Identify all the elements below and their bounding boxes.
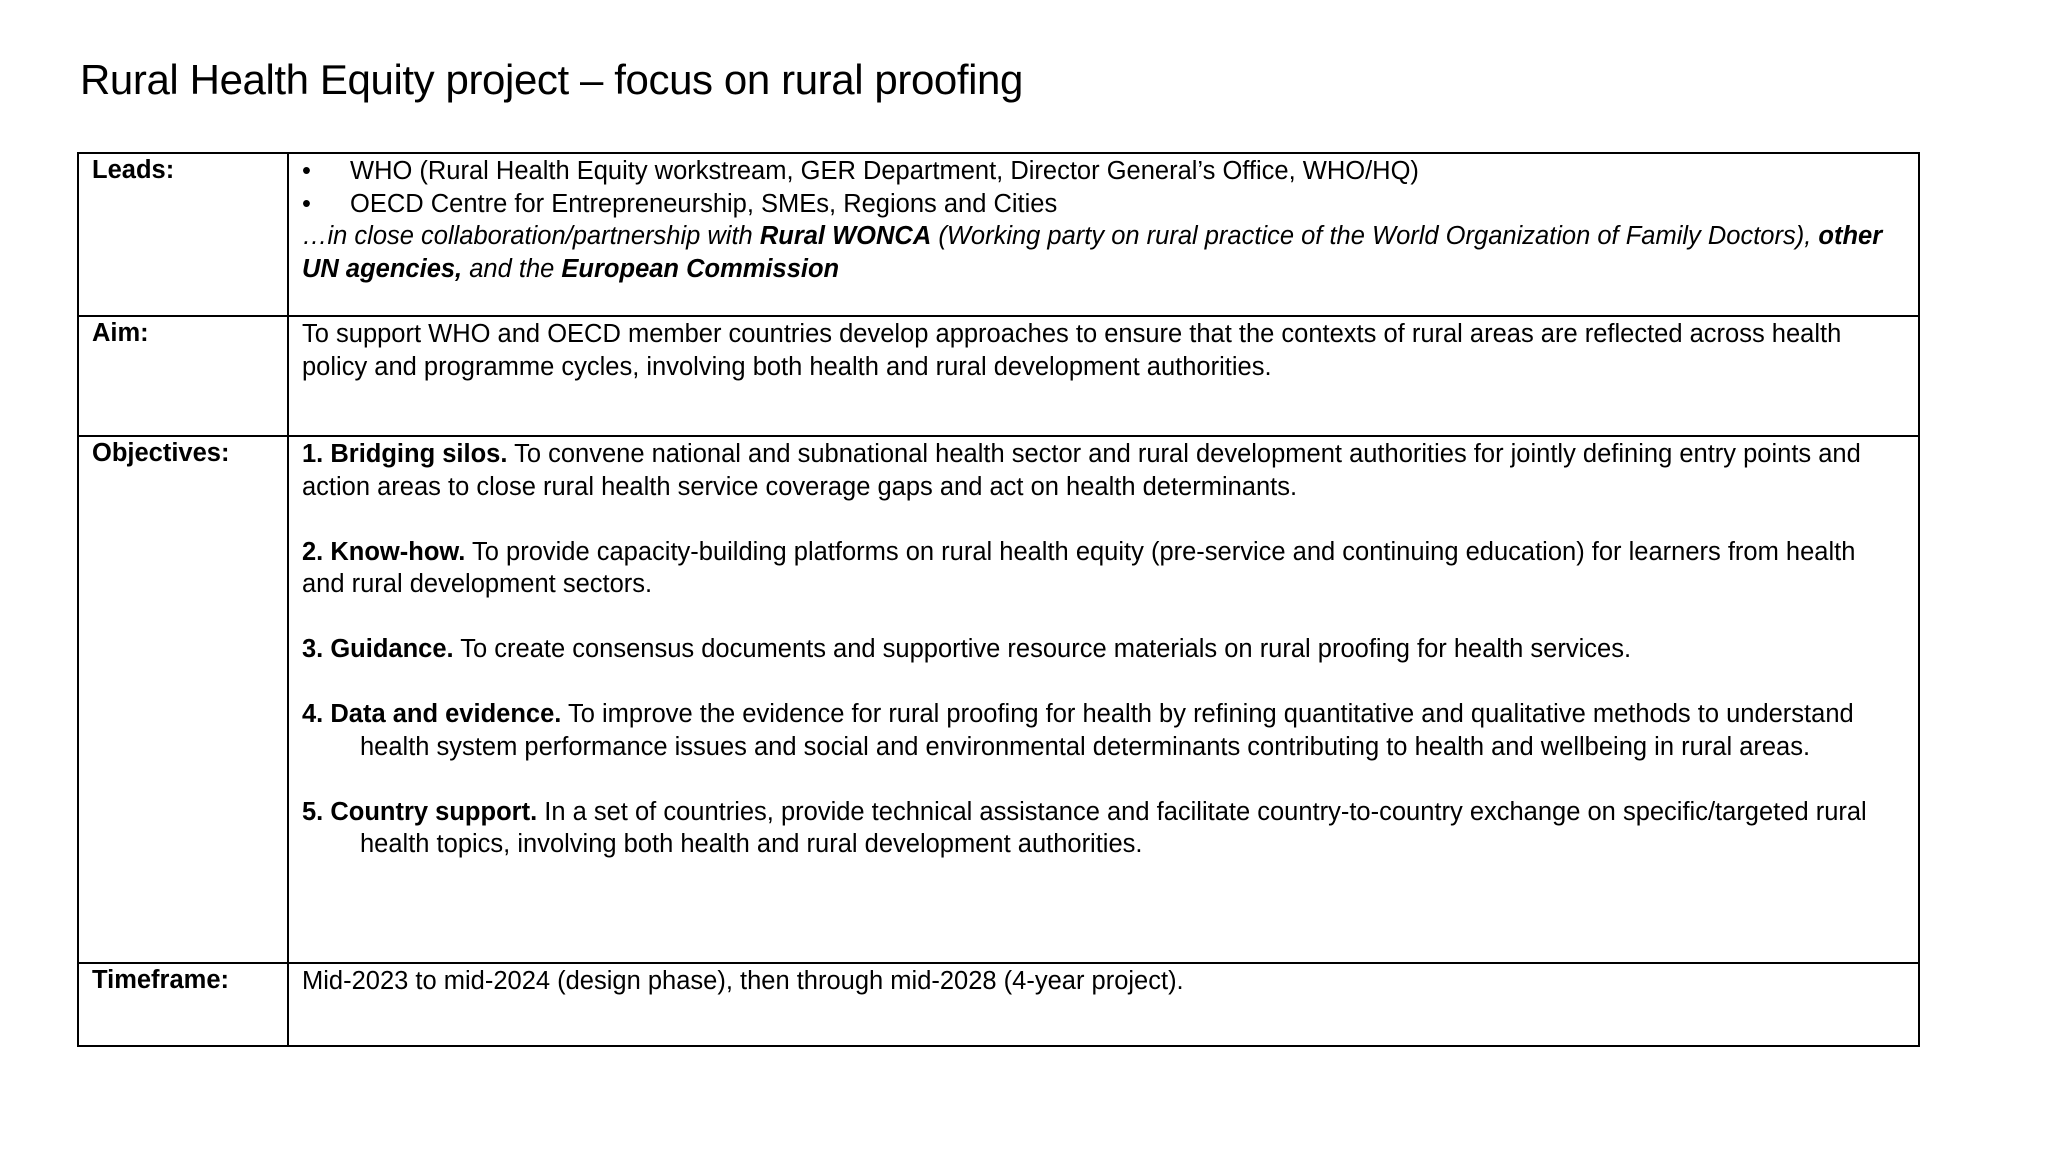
objective-heading: 2. Know-how. <box>302 537 466 566</box>
lead-oecd: OECD Centre for Entrepreneurship, SMEs, Regions and Cities <box>350 189 1058 218</box>
timeframe-content <box>288 963 1919 1046</box>
objectives-content <box>288 436 1919 963</box>
collab-partner-wonca: Rural WONCA <box>759 222 932 250</box>
objective-heading: 5. Country support. <box>302 797 538 826</box>
list-item <box>302 155 1905 188</box>
objective-text: To improve the evidence for rural proofing for health by refining quantitative and qualitative methods to understand health system performance issues and social and environmental determinants contributing to health and wellbeing in rural areas. <box>360 700 1854 761</box>
table-row-timeframe <box>78 963 1919 1046</box>
collab-join: and the <box>462 254 562 283</box>
leads-content <box>288 153 1919 316</box>
objective-text: To provide capacity-building platforms on rural health equity (pre-service and continuing education) for learners from health and rural development sectors. <box>302 537 1856 598</box>
page-title: Rural Health Equity project – focus on rural proofing <box>80 56 1023 103</box>
objective-guidance <box>302 633 1905 666</box>
objective-text: To create consensus documents and supportive resource materials on rural proofing for health services. <box>453 635 1632 663</box>
objective-country-support <box>302 796 1905 861</box>
collab-prefix: …in close collaboration/partnership with <box>302 222 760 250</box>
project-info-table <box>77 152 1920 1047</box>
collab-partner-wonca-desc: (Working party on rural practice of the World Organization of Family Doctors), <box>931 222 1819 250</box>
collab-partner-ec: European Commission <box>561 254 840 283</box>
objective-heading: 1. Bridging silos. <box>302 440 508 468</box>
timeframe-text: Mid-2023 to mid-2024 (design phase), then through mid-2028 (4-year project). <box>302 967 1184 995</box>
objective-heading: 4. Data and evidence. <box>302 700 562 728</box>
objective-heading: 3. Guidance. <box>302 635 454 663</box>
list-item <box>302 188 1905 221</box>
objective-text: In a set of countries, provide technical assistance and facilitate country-to-country exchange on specific/targeted rural health topics, involving both health and rural development authorities. <box>360 797 1867 858</box>
objective-know-how <box>302 536 1905 601</box>
objective-text: To convene national and subnational health sector and rural development authorities for jointly defining entry points and action areas to close rural health service coverage gaps and act on health determinants. <box>302 440 1861 501</box>
leads-label: Leads: <box>78 153 288 316</box>
table-row-aim <box>78 316 1919 436</box>
bullet-icon: • <box>302 157 311 185</box>
bullet-icon: • <box>302 189 311 218</box>
table-row-objectives <box>78 436 1919 963</box>
aim-content <box>288 316 1919 436</box>
table-row-leads <box>78 153 1919 316</box>
objective-data-evidence <box>302 698 1905 763</box>
aim-label: Aim: <box>78 316 288 436</box>
lead-who: WHO (Rural Health Equity workstream, GER Department, Director General’s Office, WHO/HQ) <box>350 157 1419 185</box>
aim-text: To support WHO and OECD member countries develop approaches to ensure that the contexts of rural areas are reflected across health policy and programme cycles, involving both health and rural development authorities. <box>302 320 1842 381</box>
objective-bridging-silos <box>302 438 1905 503</box>
collaboration-note <box>302 220 1905 285</box>
timeframe-label: Timeframe: <box>78 963 288 1046</box>
objectives-label: Objectives: <box>78 436 288 963</box>
leads-list <box>302 155 1905 220</box>
collab-partner-un: other UN agencies, <box>302 222 1883 283</box>
